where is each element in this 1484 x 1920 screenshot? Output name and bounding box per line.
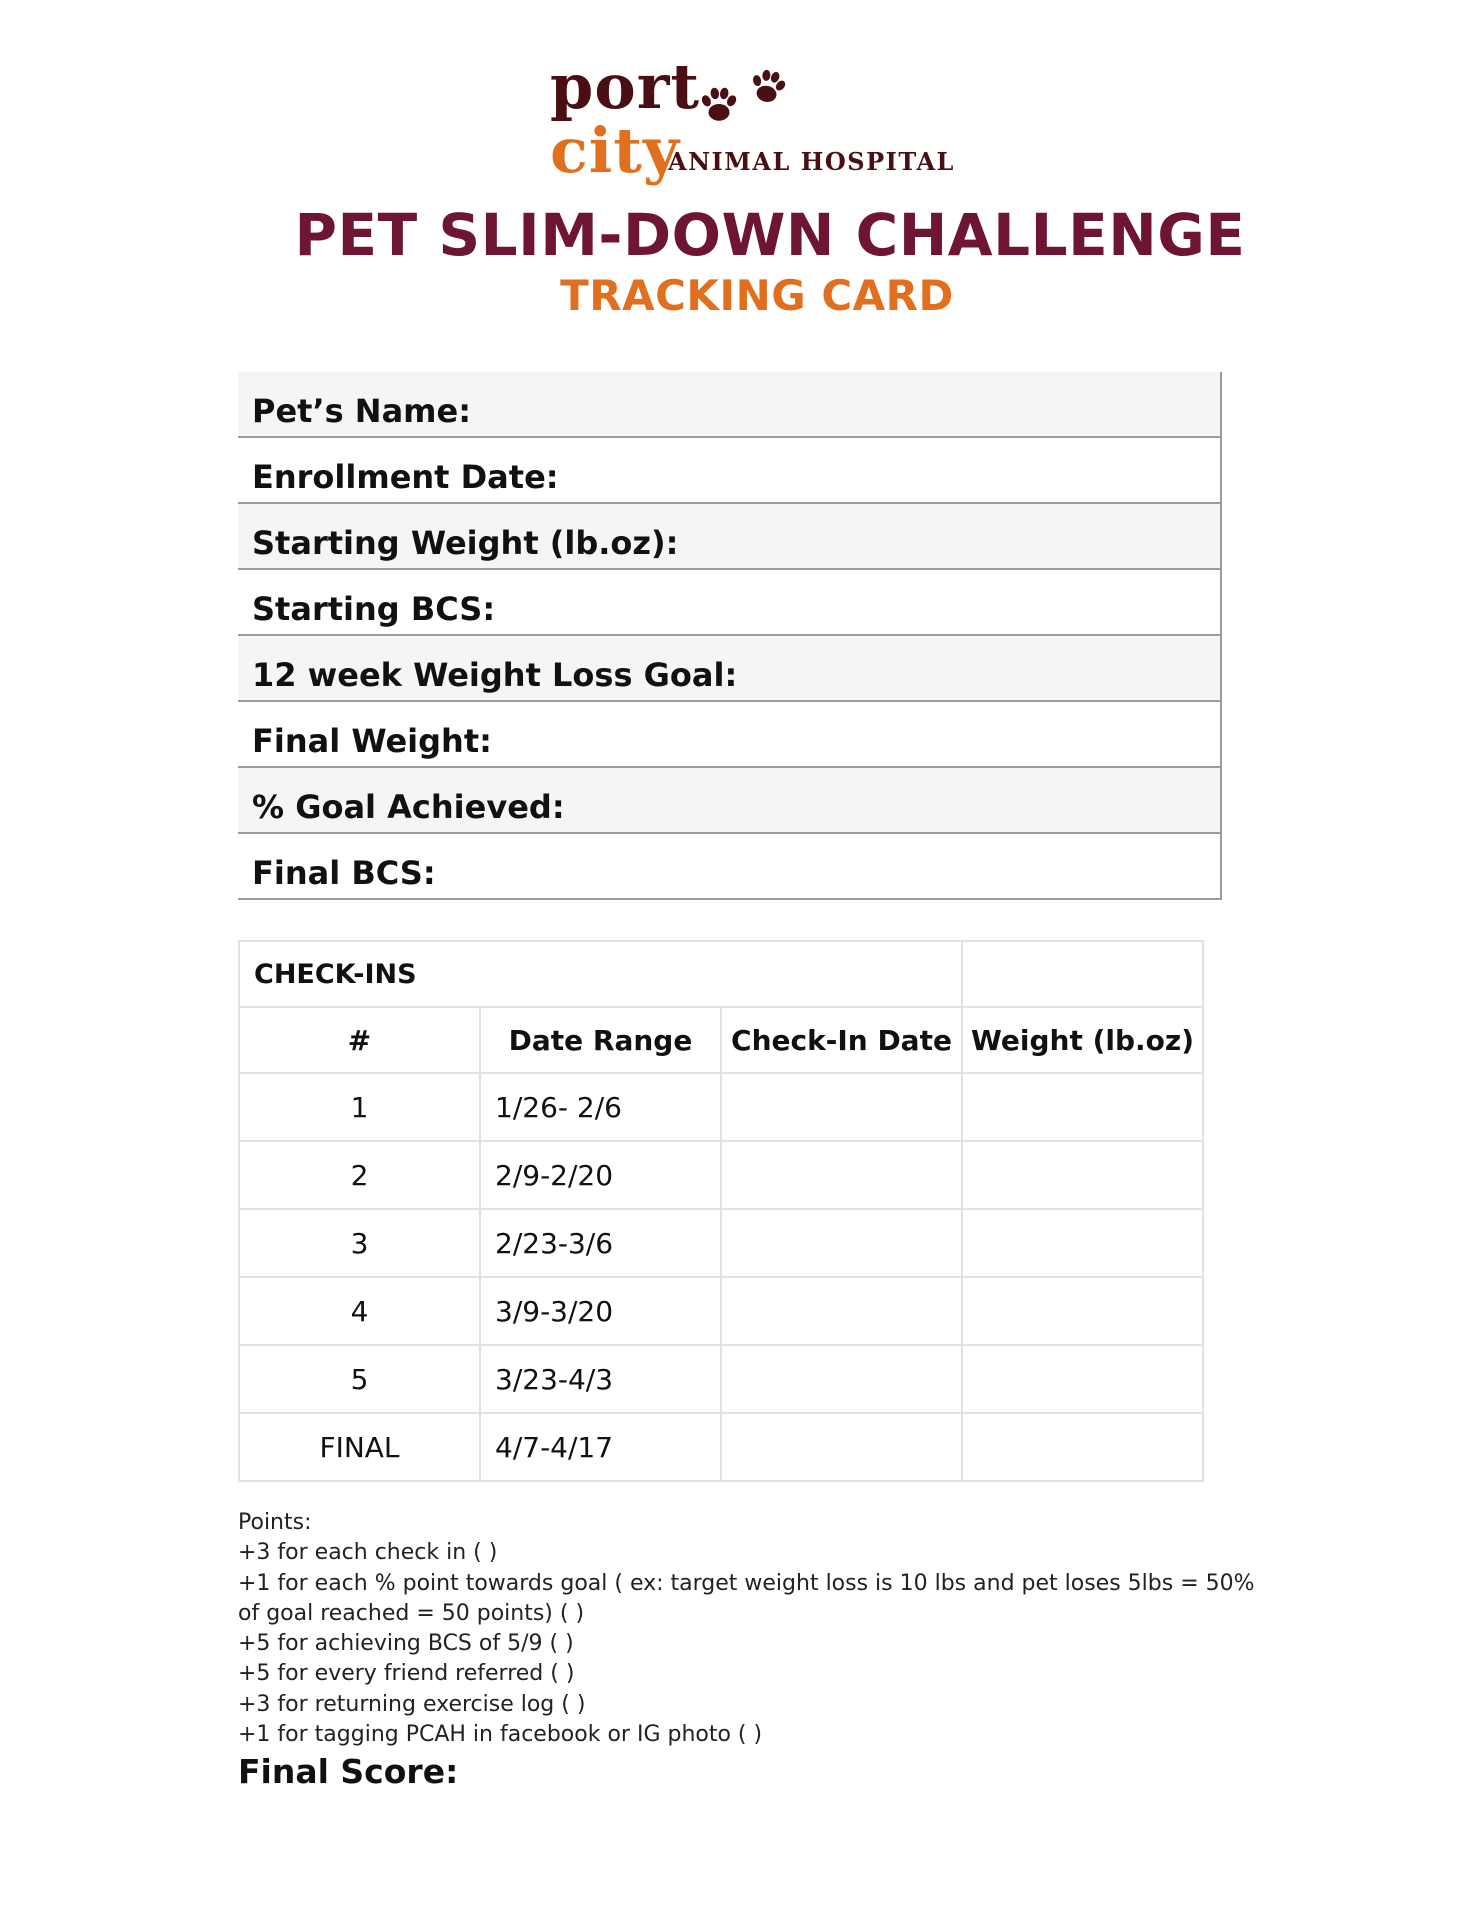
paw-print-icon <box>748 67 788 107</box>
checkin-date-cell[interactable] <box>721 1073 962 1141</box>
checkin-date-range: 4/7-4/17 <box>480 1413 721 1481</box>
field-starting-bcs[interactable] <box>238 570 1220 636</box>
field-label: Final BCS: <box>252 854 436 892</box>
checkins-table <box>238 940 1204 1482</box>
table-cell <box>962 941 1203 1007</box>
checkin-number: 4 <box>239 1277 480 1345</box>
table-row <box>239 1345 1203 1413</box>
hospital-logo <box>550 50 970 192</box>
checkin-number: 5 <box>239 1345 480 1413</box>
checkin-date-range: 1/26- 2/6 <box>480 1073 721 1141</box>
field-label: Starting Weight (lb.oz): <box>252 524 679 562</box>
checkin-weight-cell[interactable] <box>962 1345 1203 1413</box>
checkin-date-range: 2/23-3/6 <box>480 1209 721 1277</box>
field-weight-loss-goal[interactable] <box>238 636 1220 702</box>
checkin-weight-cell[interactable] <box>962 1141 1203 1209</box>
field-pets-name[interactable] <box>238 372 1220 438</box>
checkin-date-cell[interactable] <box>721 1413 962 1481</box>
page-subtitle: TRACKING CARD <box>560 271 954 320</box>
field-enrollment-date[interactable] <box>238 438 1220 504</box>
table-row <box>239 1277 1203 1345</box>
table-header-row <box>239 1007 1203 1073</box>
points-line: of goal reached = 50 points) ( ) <box>238 1600 585 1626</box>
table-title-row <box>239 941 1203 1007</box>
logo-word-city: city <box>550 114 680 187</box>
final-score-label: Final Score: <box>238 1752 459 1791</box>
logo-animal-hospital: ANIMAL HOSPITAL <box>668 147 955 176</box>
table-row <box>239 1073 1203 1141</box>
checkin-date-cell[interactable] <box>721 1141 962 1209</box>
field-final-weight[interactable] <box>238 702 1220 768</box>
field-final-bcs[interactable] <box>238 834 1220 900</box>
field-label: Final Weight: <box>252 722 492 760</box>
column-header-date-range: Date Range <box>480 1007 721 1073</box>
checkin-date-range: 3/23-4/3 <box>480 1345 721 1413</box>
points-line: +3 for returning exercise log ( ) <box>238 1691 586 1717</box>
page-title: PET SLIM-DOWN CHALLENGE <box>294 201 1246 269</box>
field-label: 12 week Weight Loss Goal: <box>252 656 738 694</box>
points-heading: Points: <box>238 1510 312 1535</box>
checkin-date-cell[interactable] <box>721 1209 962 1277</box>
column-header-weight: Weight (lb.oz) <box>962 1007 1203 1073</box>
checkins-title: CHECK-INS <box>239 941 962 1007</box>
field-label: Pet’s Name: <box>252 392 472 430</box>
table-row <box>239 1209 1203 1277</box>
checkin-weight-cell[interactable] <box>962 1209 1203 1277</box>
column-header-number: # <box>239 1007 480 1073</box>
checkin-number: 3 <box>239 1209 480 1277</box>
field-label: Starting BCS: <box>252 590 496 628</box>
field-goal-achieved[interactable] <box>238 768 1220 834</box>
field-label: % Goal Achieved: <box>252 788 565 826</box>
checkin-weight-cell[interactable] <box>962 1413 1203 1481</box>
pet-info-fields <box>238 372 1222 900</box>
points-line: +1 for tagging PCAH in facebook or IG photo ( ) <box>238 1722 763 1748</box>
table-row <box>239 1141 1203 1209</box>
paw-print-icon <box>698 84 740 126</box>
checkin-date-range: 3/9-3/20 <box>480 1277 721 1345</box>
points-line: +1 for each % point towards goal ( ex: target weight loss is 10 lbs and pet loses 5lbs = 50% <box>238 1570 1255 1596</box>
logo-word-port: port <box>550 50 701 123</box>
checkin-date-cell[interactable] <box>721 1277 962 1345</box>
checkin-number: 2 <box>239 1141 480 1209</box>
checkin-date-range: 2/9-2/20 <box>480 1141 721 1209</box>
field-starting-weight[interactable] <box>238 504 1220 570</box>
checkin-weight-cell[interactable] <box>962 1073 1203 1141</box>
column-header-check-in-date: Check-In Date <box>721 1007 962 1073</box>
table-row <box>239 1413 1203 1481</box>
checkin-number: FINAL <box>239 1413 480 1481</box>
points-section <box>238 1508 1255 1750</box>
points-line: +5 for every friend referred ( ) <box>238 1661 575 1687</box>
checkin-number: 1 <box>239 1073 480 1141</box>
checkin-date-cell[interactable] <box>721 1345 962 1413</box>
points-line: +5 for achieving BCS of 5/9 ( ) <box>238 1631 574 1657</box>
field-label: Enrollment Date: <box>252 458 559 496</box>
checkin-weight-cell[interactable] <box>962 1277 1203 1345</box>
points-line: +3 for each check in ( ) <box>238 1540 498 1566</box>
